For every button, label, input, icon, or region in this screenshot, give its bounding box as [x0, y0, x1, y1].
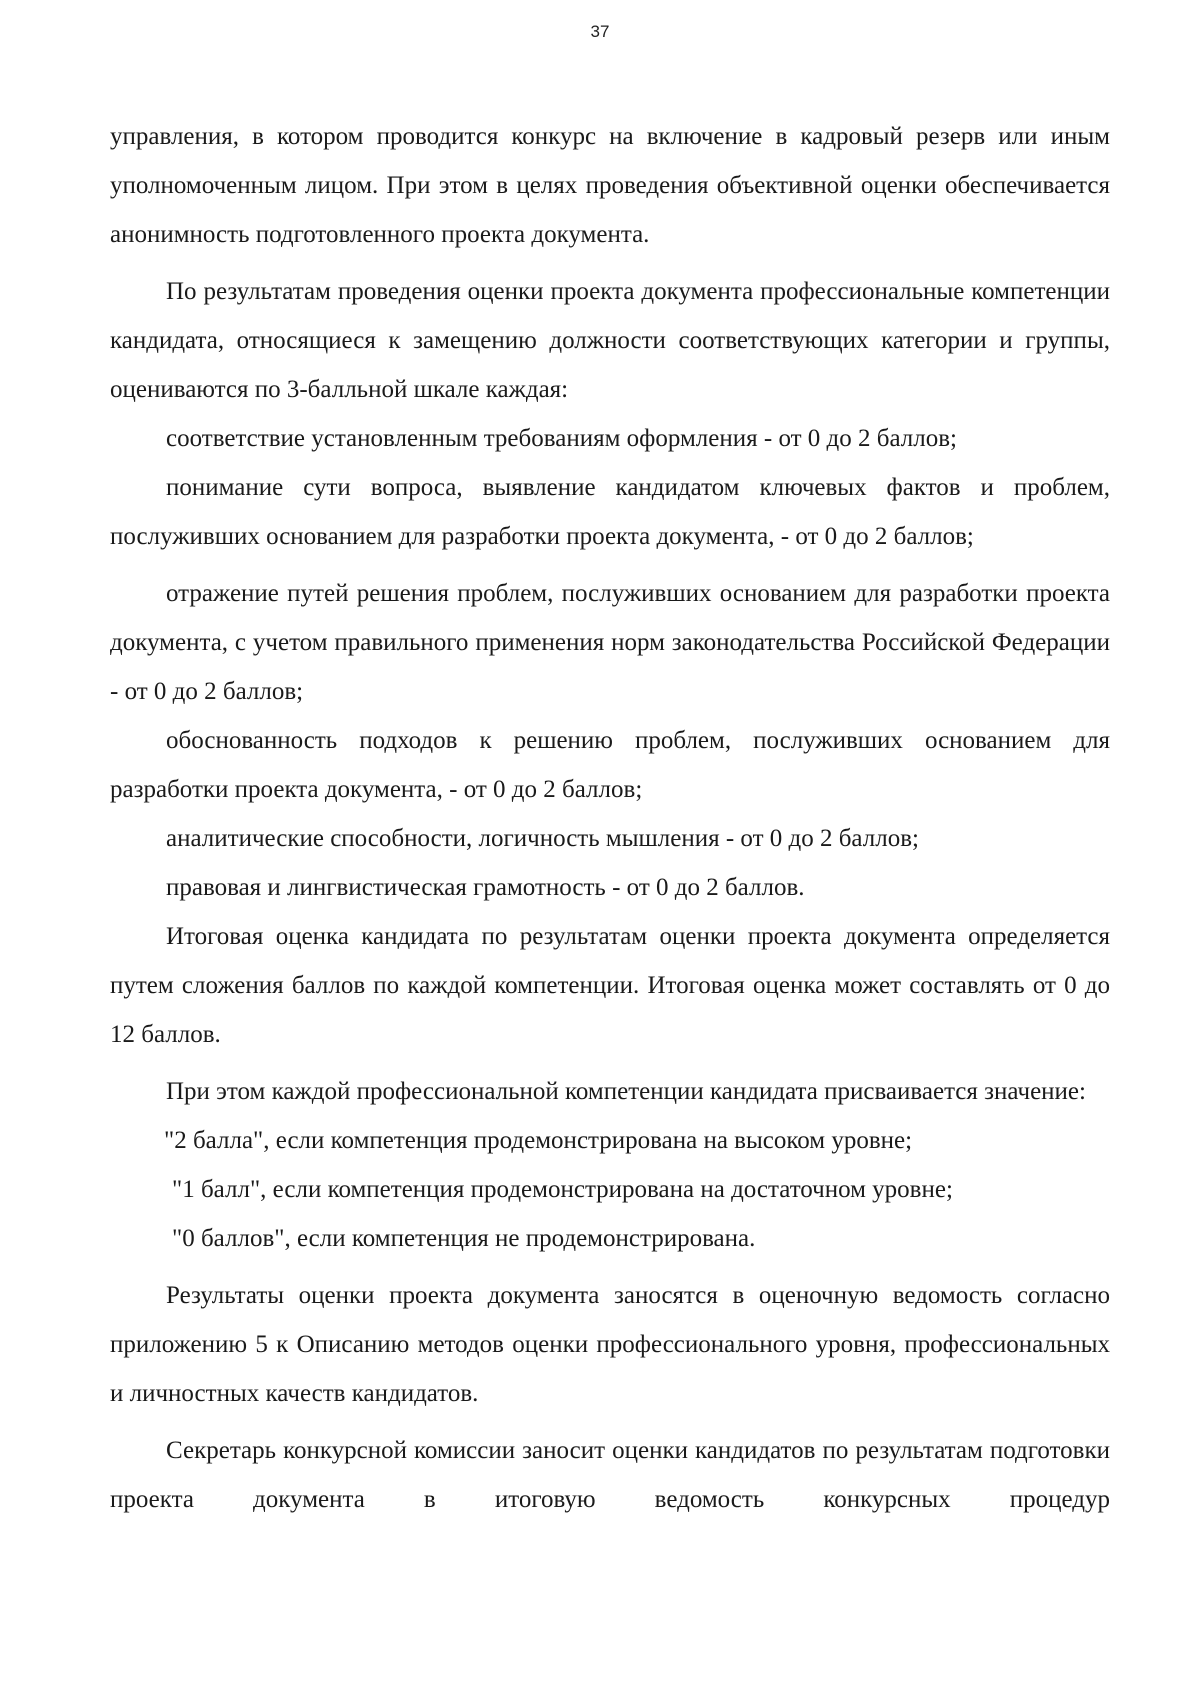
document-body: [110, 112, 1110, 1524]
paragraph: управления, в котором проводится конкурс на включение в кадровый резерв или иным уполномоченным лицом. При этом в целях проведения объективной оценки обеспечивается анонимность подготовленного проекта документа.: [110, 123, 1110, 248]
paragraph: Секретарь конкурсной комиссии заносит оценки кандидатов по результатам подготовки проекта документа в итоговую ведомость конкурсных процедур: [110, 1437, 1110, 1513]
paragraph: "0 баллов", если компетенция не продемонстрирована.: [172, 1225, 756, 1252]
paragraph: Итоговая оценка кандидата по результатам оценки проекта документа определяется путем сложения баллов по каждой компетенции. Итоговая оценка может составлять от 0 до 12 баллов.: [110, 923, 1110, 1048]
paragraph: "1 балл", если компетенция продемонстрирована на достаточном уровне;: [172, 1176, 953, 1203]
paragraph: отражение путей решения проблем, послуживших основанием для разработки проекта документа, с учетом правильного применения норм законодательства Российской Федерации - от 0 до 2 баллов;: [110, 580, 1110, 705]
paragraph: По результатам проведения оценки проекта документа профессиональные компетенции кандидата, относящиеся к замещению должности соответствующих категории и группы, оцениваются по 3-балльной шкале каждая:: [110, 278, 1110, 403]
paragraph: "2 балла", если компетенция продемонстрирована на высоком уровне;: [164, 1127, 913, 1154]
paragraph: соответствие установленным требованиям оформления - от 0 до 2 баллов;: [166, 425, 957, 452]
paragraph: правовая и лингвистическая грамотность - от 0 до 2 баллов.: [166, 874, 805, 901]
paragraph: Результаты оценки проекта документа заносятся в оценочную ведомость согласно приложению 5 к Описанию методов оценки профессионального уровня, профессиональных и личностных качеств кандидатов.: [110, 1282, 1110, 1407]
page-number: 37: [590, 22, 610, 41]
paragraph: аналитические способности, логичность мышления - от 0 до 2 баллов;: [166, 825, 919, 852]
paragraph: понимание сути вопроса, выявление кандидатом ключевых фактов и проблем, послуживших основанием для разработки проекта документа, - от 0 до 2 баллов;: [110, 474, 1110, 550]
paragraph: При этом каждой профессиональной компетенции кандидата присваивается значение:: [166, 1078, 1086, 1105]
paragraph: обоснованность подходов к решению проблем, послуживших основанием для разработки проекта документа, - от 0 до 2 баллов;: [110, 727, 1110, 803]
